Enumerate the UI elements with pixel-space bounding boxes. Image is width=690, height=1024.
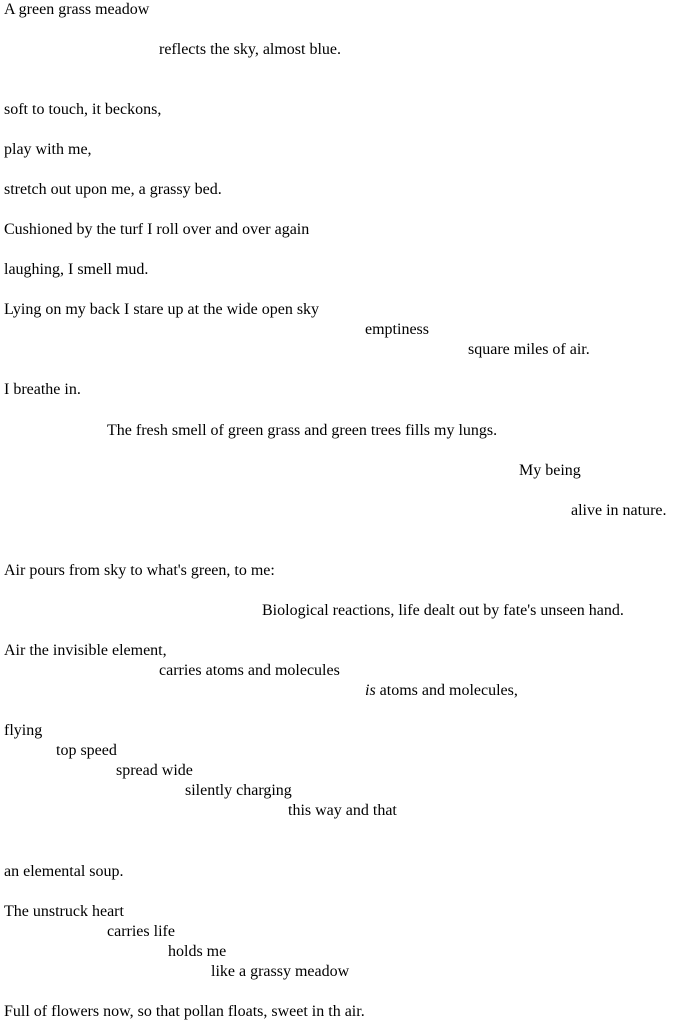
poem-line: Air the invisible element,	[4, 642, 167, 659]
poem-line	[365, 681, 518, 701]
poem-line: carries life	[107, 923, 175, 940]
poem-line: soft to touch, it beckons,	[4, 101, 162, 118]
poem-line: Biological reactions, life dealt out by fate's unseen hand.	[262, 602, 624, 619]
poem-line: alive in nature.	[571, 502, 667, 519]
poem-line: reflects the sky, almost blue.	[159, 41, 342, 58]
poem-line: top speed	[56, 742, 117, 759]
poem-line: The fresh smell of green grass and green trees fills my lungs.	[107, 422, 498, 439]
poem-line: play with me,	[4, 141, 92, 158]
poem-line: The unstruck heart	[4, 903, 124, 920]
poem-line: this way and that	[288, 802, 397, 819]
poem-line: A green grass meadow	[4, 1, 150, 18]
poem-line: stretch out upon me, a grassy bed.	[4, 181, 222, 198]
poem-emphasis: is	[365, 682, 376, 699]
poem-line: an elemental soup.	[4, 863, 124, 880]
poem-line: Cushioned by the turf I roll over and over again	[4, 221, 310, 238]
poem-line: like a grassy meadow	[211, 963, 350, 980]
poem-line: Full of flowers now, so that pollan floats, sweet in th air.	[4, 1003, 365, 1020]
poem-line: emptiness	[365, 321, 429, 338]
poem-line: square miles of air.	[468, 341, 590, 358]
poem-line: silently charging	[185, 782, 292, 799]
poem-line: spread wide	[116, 762, 193, 779]
poem-line: Air pours from sky to what's green, to me:	[4, 562, 275, 579]
poem-line: carries atoms and molecules	[159, 662, 340, 679]
poem-line: laughing, I smell mud.	[4, 261, 149, 278]
poem-line: holds me	[168, 943, 227, 960]
poem-line: flying	[4, 722, 43, 739]
poem-line: I breathe in.	[4, 381, 81, 398]
poem-line: Lying on my back I stare up at the wide open sky	[4, 301, 320, 318]
poem-line-text: atoms and molecules,	[375, 682, 518, 699]
poem-line: My being	[519, 462, 581, 479]
